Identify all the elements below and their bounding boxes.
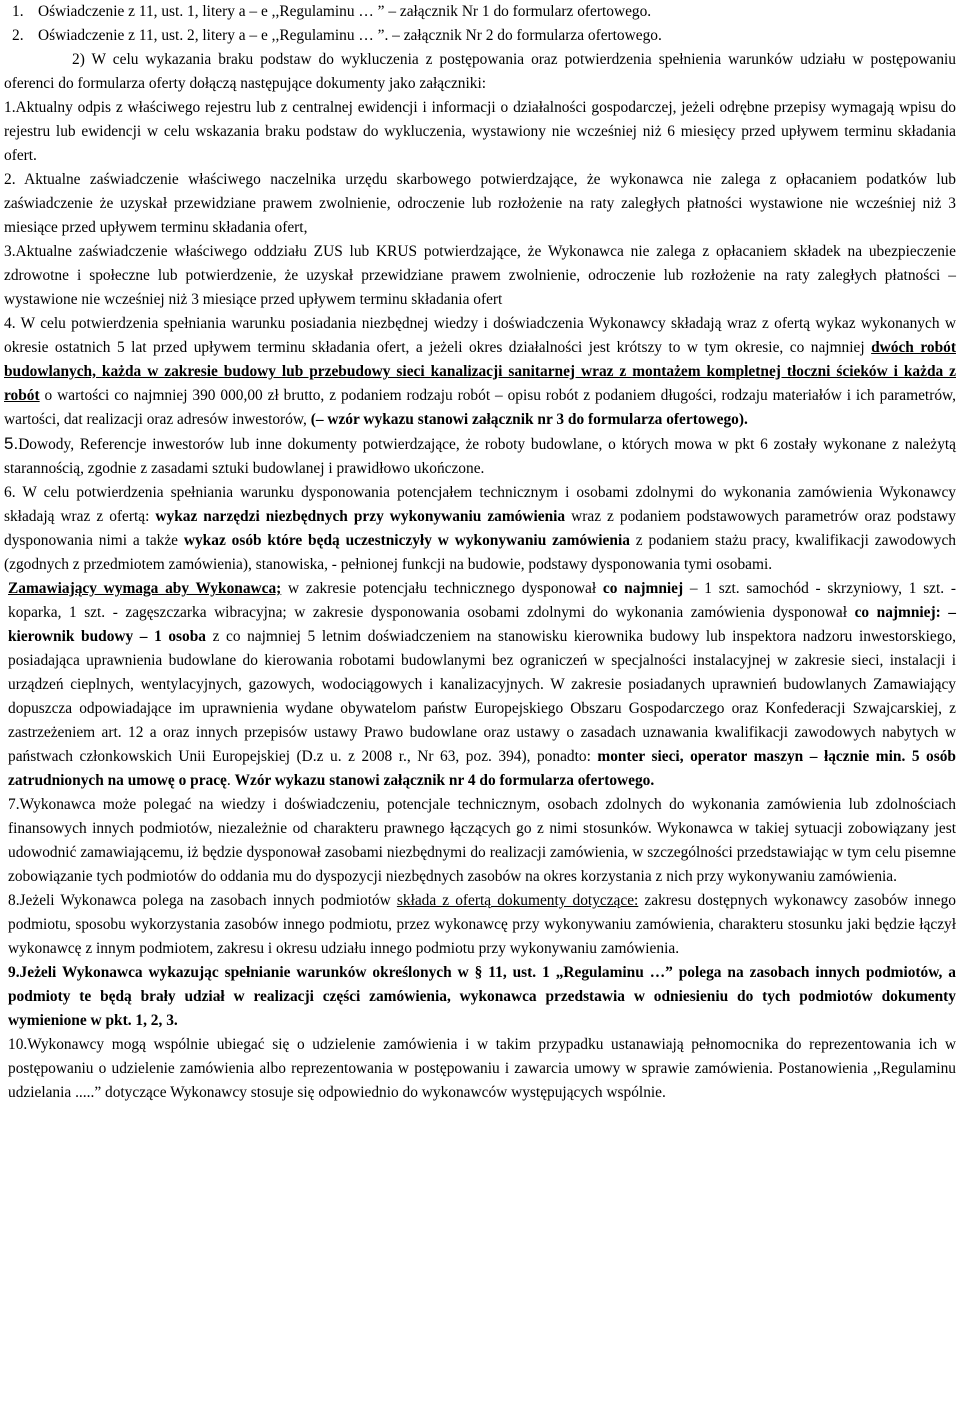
- item-4: [4, 312, 956, 432]
- item-6-bold-2: wykaz osób które będą uczestniczyły w wykonywaniu zamówienia: [183, 532, 630, 549]
- item-7: 7.Wykonawca może polegać na wiedzy i doświadczeniu, potencjale technicznym, osobach zdolnych do wykonania zamówienia lub zdolnościach finansowych innych podmiotów, niezależnie od charakteru prawnego łączących go z nimi stosunków. Wykonawca w takiej sytuacji zobowiązany jest udowodnić zamawiającemu, iż będzie dysponował zasobami niezbędnymi do realizacji zamówienia, w szczególności przedstawiając w tym celu pisemne zobowiązanie tych podmiotów do oddania mu do dyspozycji niezbędnych zasobów na okres korzystania z nich przy wykonywaniu zamówienia.: [8, 796, 956, 885]
- item-9: 9.Jeżeli Wykonawca wykazując spełnianie warunków określonych w § 11, ust. 1 „Regulaminu …” polega na zasobach innych podmiotów, a podmioty te będą brały udział w realizacji części zamówienia, wykonawca przedstawia w odniesieniu do tych podmiotów dokumenty wymienione w pkt. 1, 2, 3.: [8, 964, 956, 1029]
- item-8-text: 8.Jeżeli Wykonawca polega na zasobach innych podmiotów: [8, 892, 397, 909]
- item-4-text-2: o wartości co najmniej 390 000,00 zł brutto, z podaniem rodzaju robót – opisu robót z podaniem długości, rodzaju materiałów i ich parametrów, wartości, dat realizacji oraz adresów inwestorów,: [4, 387, 956, 428]
- requirements-text: .: [226, 772, 235, 789]
- item-8: [4, 889, 956, 961]
- item-6-bold-1: wykaz narzędzi niezbędnych przy wykonywaniu zamówienia: [155, 508, 566, 525]
- item-4-bold-end: (– wzór wykazu stanowi załącznik nr 3 do formularza ofertowego).: [310, 411, 748, 428]
- item-5-text: Dowody, Referencje inwestorów lub inne dokumenty potwierdzające, że roboty budowlane, o których mowa w pkt 6 zostały wykonane z należytą starannością, zgodnie z zasadami sztuki budowlanej i prawidłowo ukończone.: [4, 436, 956, 477]
- list-item-1: [4, 0, 956, 24]
- item-6-text-3: z podaniem stażu pracy, kwalifikacji zawodowych (zgodnych z przedmiotem zamówienia), stanowiska, - pełnionej funkcji na budowie, podstawy dysponowania tymi osobami.: [4, 532, 956, 573]
- requirements-text: – 1 szt. samochód - skrzyniowy, 1 szt. - koparka, 1 szt. - zagęszczarka wibracyjna; w zakresie dysponowania osobami zdolnymi do wykonania zamówienia dysponował: [8, 580, 956, 621]
- item-4-text: 4. W celu potwierdzenia spełniania warunku posiadania niezbędnej wiedzy i doświadczenia Wykonawcy składają wraz z ofertą wykaz wykonanych w okresie ostatnich 5 lat przed upływem terminu składania ofert, a jeżeli okres działalności jest krótszy to w tym okresie, co najmniej: [4, 315, 956, 356]
- requirements-bold: Wzór wykazu stanowi załącznik nr 4 do formularza ofertowego.: [234, 772, 655, 789]
- item-3: 3.Aktualne zaświadczenie właściwego oddziału ZUS lub KRUS potwierdzające, że Wykonawca nie zalega z opłacaniem składek na ubezpieczenie zdrowotne i społeczne lub potwierdzenie, że uzyskał przewidziane prawem zwolnienie, odroczenie lub rozłożenie na raty zaległych płatności – wystawione nie wcześniej niż 3 miesiące przed upływem terminu składania ofert: [4, 243, 956, 308]
- section-2-intro: 2) W celu wykazania braku podstaw do wykluczenia z postępowania oraz potwierdzenia spełnienia warunków udziału w postępowaniu oferenci do formularza oferty dołączą następujące dokumenty jako załączniki:: [4, 51, 956, 92]
- list-number: 1.: [12, 3, 24, 20]
- item-5-number: 5.: [4, 434, 19, 453]
- list-text: Oświadczenie z 11, ust. 2, litery a – e ,,Regulaminu … ”. – załącznik Nr 2 do formularza ofertowego.: [38, 27, 662, 44]
- item-4-bold-underline: dwóch robót budowlanych, każda w zakresie budowy lub przebudowy sieci kanalizacji sanitarnej wraz z montażem kompletnej tłoczni ścieków i każda z robót: [4, 339, 956, 404]
- requirements-text: z co najmniej 5 letnim doświadczeniem na stanowisku kierownika budowy lub inspektora nadzoru inwestorskiego, posiadająca uprawnienia budowlane do kierowania robotami budowlanymi bez ograniczeń w specjalności instalacyjnej w zakresie sieci, instalacji i urządzeń cieplnych, wentylacyjnych, gazowych, wodociągowych i kanalizacyjnych. W zakresie posiadanych uprawnień budowlanych Zamawiający dopuszcza odpowiadające im uprawnienia wydane obywatelom państw Europejskiego Obszaru Gospodarczego oraz Konfederacji Szwajcarskiej, z zastrzeżeniem art. 12 a oraz innych przepisów ustawy Prawo budowlane oraz ustawy o zasadach uznawania kwalifikacji zawodowych nabytych w państwach członkowskich Unii Europejskiej (D.z u. z 2008 r., Nr 63, poz. 394), ponadto:: [8, 628, 956, 765]
- requirements-heading: Zamawiający wymaga aby Wykonawca;: [8, 580, 282, 597]
- item-5: [4, 432, 956, 481]
- item-6-text: 6. W celu potwierdzenia spełniania warunku dysponowania potencjałem technicznym i osobami zdolnymi do wykonania zamówienia Wykonawcy składają wraz z ofertą:: [4, 484, 956, 525]
- item-6-text-2: wraz z podaniem podstawowych parametrów oraz podstawy dysponowania nimi a także: [4, 508, 956, 549]
- requirements-bold: co najmniej: [602, 580, 684, 597]
- item-2: 2. Aktualne zaświadczenie właściwego naczelnika urzędu skarbowego potwierdzające, że wykonawca nie zalega z opłacaniem podatków lub zaświadczenie że uzyskał przewidziane prawem zwolnienie, odroczenie lub rozłożenie na raty zaległych płatności wystawione nie wcześniej niż 3 miesiące przed upływem terminu składania ofert,: [4, 171, 956, 236]
- item-8-text-2: zakresu dostępnych wykonawcy zasobów innego podmiotu, sposobu wykorzystania zasobów innego podmiotu, przez wykonawcę przy wykonywaniu zamówienia, charakteru stosunku jaki będzie łączył wykonawcę z innym podmiotem, zakresu i okresu udziału innego podmiotu przy wykonywaniu zamówienia.: [8, 892, 957, 957]
- requirements-text: w zakresie potencjału technicznego dysponował: [281, 580, 603, 597]
- list-item-2: [4, 24, 956, 48]
- item-10: 10.Wykonawcy mogą wspólnie ubiegać się o udzielenie zamówienia i w takim przypadku ustanawiają pełnomocnika do reprezentowania ich w postępowaniu o udzielenie zamówienia albo reprezentowania w postępowaniu i zawarcia umowy w sprawie zamówienia. Postanowienia ,,Regulaminu udzielania .....” dotyczące Wykonawcy stosuje się odpowiednio do wykonawców występujących wspólnie.: [8, 1036, 956, 1101]
- list-number: 2.: [12, 27, 24, 44]
- requirements-paragraph: [4, 577, 956, 793]
- list-text: Oświadczenie z 11, ust. 1, litery a – e ,,Regulaminu … ” – załącznik Nr 1 do formularz ofertowego.: [38, 3, 652, 20]
- requirements-bold: co najmniej: – kierownik budowy – 1 osoba: [8, 604, 956, 645]
- item-1: 1.Aktualny odpis z właściwego rejestru lub z centralnej ewidencji i informacji o działalności gospodarczej, jeżeli odrębne przepisy wymagają wpisu do rejestru lub ewidencji w celu wskazania braku podstaw do wykluczenia, wystawiony nie wcześniej niż 6 miesięcy przed upływem terminu składania ofert.: [4, 99, 956, 164]
- item-6: [4, 481, 956, 577]
- item-8-underline: składa z ofertą dokumenty dotyczące:: [396, 892, 639, 909]
- requirements-bold: monter sieci, operator maszyn – łącznie min. 5 osób zatrudnionych na umowę o pracę: [8, 748, 956, 789]
